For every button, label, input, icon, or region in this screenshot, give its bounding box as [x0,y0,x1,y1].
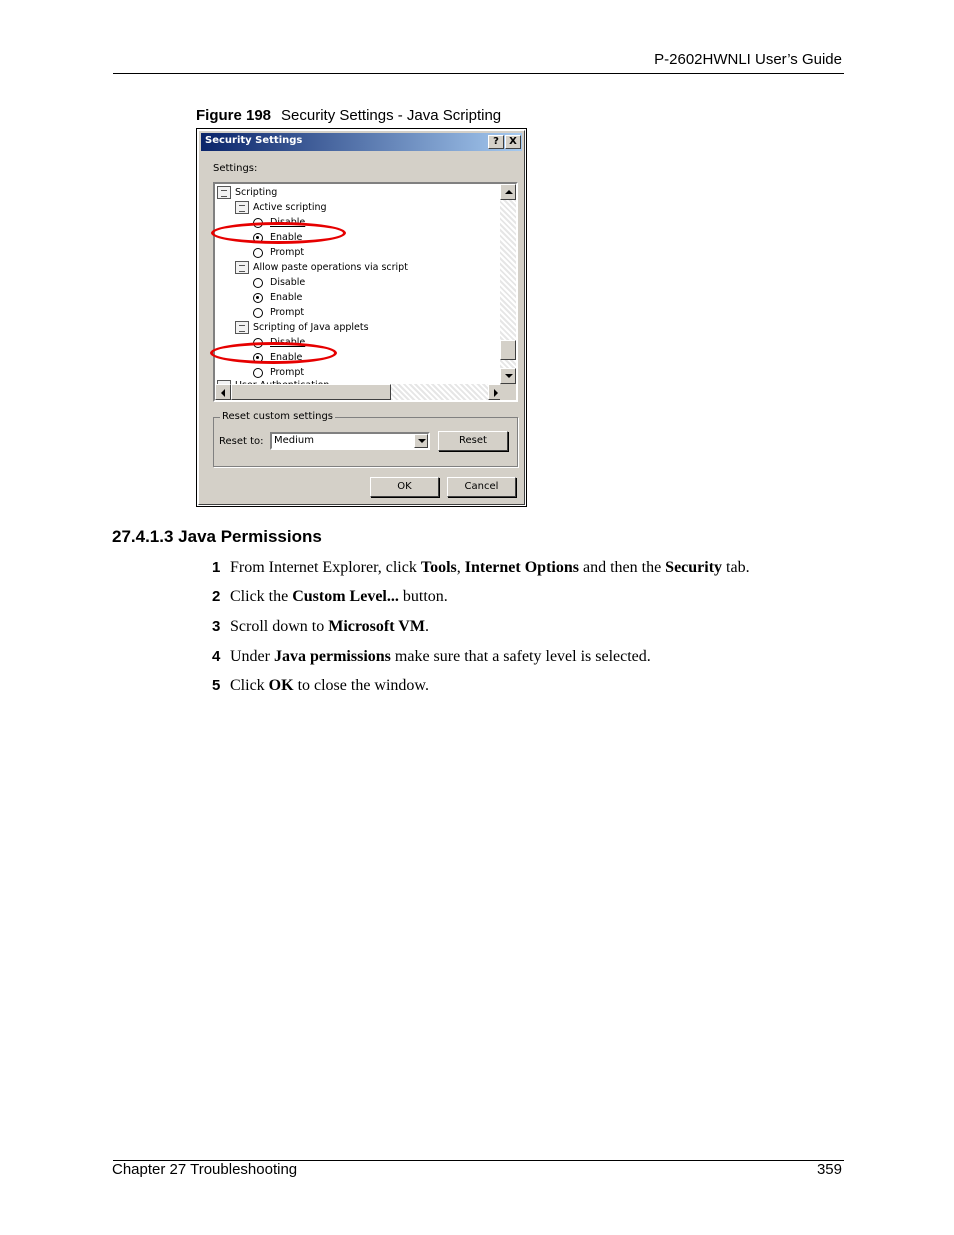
tree-item-paste[interactable]: Allow paste operations via script [235,260,408,275]
help-button[interactable]: ? [488,135,504,149]
radio-active-disable[interactable]: Disable [253,215,305,230]
scroll-up-button[interactable] [500,184,516,200]
radio-active-enable[interactable]: Enable [253,230,302,245]
highlight-ellipse-active-enable [211,222,346,244]
ok-button[interactable]: OK [370,477,439,497]
figure-frame [196,128,527,507]
settings-label: Settings: [213,163,258,174]
scroll-left-button[interactable] [215,384,231,400]
radio-icon [253,278,263,288]
settings-icon [235,261,249,274]
step-5: 5 Click OK to close the window. [212,677,429,694]
settings-icon [235,321,249,334]
highlight-ellipse-java-enable [210,342,337,364]
radio-icon [253,248,263,258]
cancel-button[interactable]: Cancel [447,477,516,497]
horizontal-scroll-thumb[interactable] [231,384,391,400]
vertical-scroll-thumb[interactable] [500,340,516,360]
radio-active-prompt[interactable]: Prompt [253,245,304,260]
arrow-down-icon [505,374,513,378]
radio-java-enable[interactable]: Enable [253,350,302,365]
dropdown-button[interactable] [414,434,428,448]
radio-paste-enable[interactable]: Enable [253,290,302,305]
settings-icon [235,201,249,214]
radio-selected-icon [253,293,263,303]
settings-icon [217,186,231,199]
running-header: P-2602HWNLI User’s Guide [654,51,842,68]
arrow-right-icon [494,389,498,397]
security-settings-dialog [198,130,525,505]
radio-paste-disable[interactable]: Disable [253,275,305,290]
page-number: 359 [816,1161,842,1178]
reset-button[interactable]: Reset [438,431,508,451]
chevron-down-icon [418,439,426,443]
scroll-corner [500,384,516,400]
tree-item-scripting[interactable]: Scripting [217,185,277,200]
radio-java-disable[interactable]: Disable [253,335,305,350]
reset-custom-settings-group [213,411,518,467]
radio-icon [253,368,263,378]
arrow-up-icon [505,190,513,194]
section-title: 27.4.1.3 Java Permissions [112,527,322,546]
tree-item-java-applets[interactable]: Scripting of Java applets [235,320,369,335]
reset-to-select[interactable] [270,432,430,450]
figure-title: Security Settings - Java Scripting [281,107,502,124]
dialog-title: Security Settings [205,135,303,146]
radio-paste-prompt[interactable]: Prompt [253,305,304,320]
step-2: 2 Click the Custom Level... button. [212,588,448,605]
reset-to-value: Medium [274,435,314,446]
figure-caption [196,107,501,124]
step-4: 4 Under Java permissions make sure that a safety level is selected. [212,648,651,665]
figure-label: Figure 198 [196,107,272,124]
header-rule [113,73,844,74]
reset-to-label: Reset to: [219,436,264,447]
horizontal-scrollbar[interactable] [215,384,504,400]
reset-group-legend: Reset custom settings [222,411,333,422]
footer-chapter: Chapter 27 Troubleshooting [112,1161,298,1178]
tree-item-active-scripting[interactable]: Active scripting [235,200,327,215]
step-1: 1 From Internet Explorer, click Tools, Internet Options and then the Security tab. [212,559,750,576]
vertical-scrollbar[interactable] [500,184,516,384]
scroll-down-button[interactable] [500,368,516,384]
arrow-left-icon [221,389,225,397]
step-3: 3 Scroll down to Microsoft VM. [212,618,429,635]
radio-icon [253,308,263,318]
close-button[interactable]: X [505,135,521,149]
settings-list[interactable] [213,182,518,402]
radio-java-prompt[interactable]: Prompt [253,365,304,380]
dialog-titlebar [201,133,522,151]
